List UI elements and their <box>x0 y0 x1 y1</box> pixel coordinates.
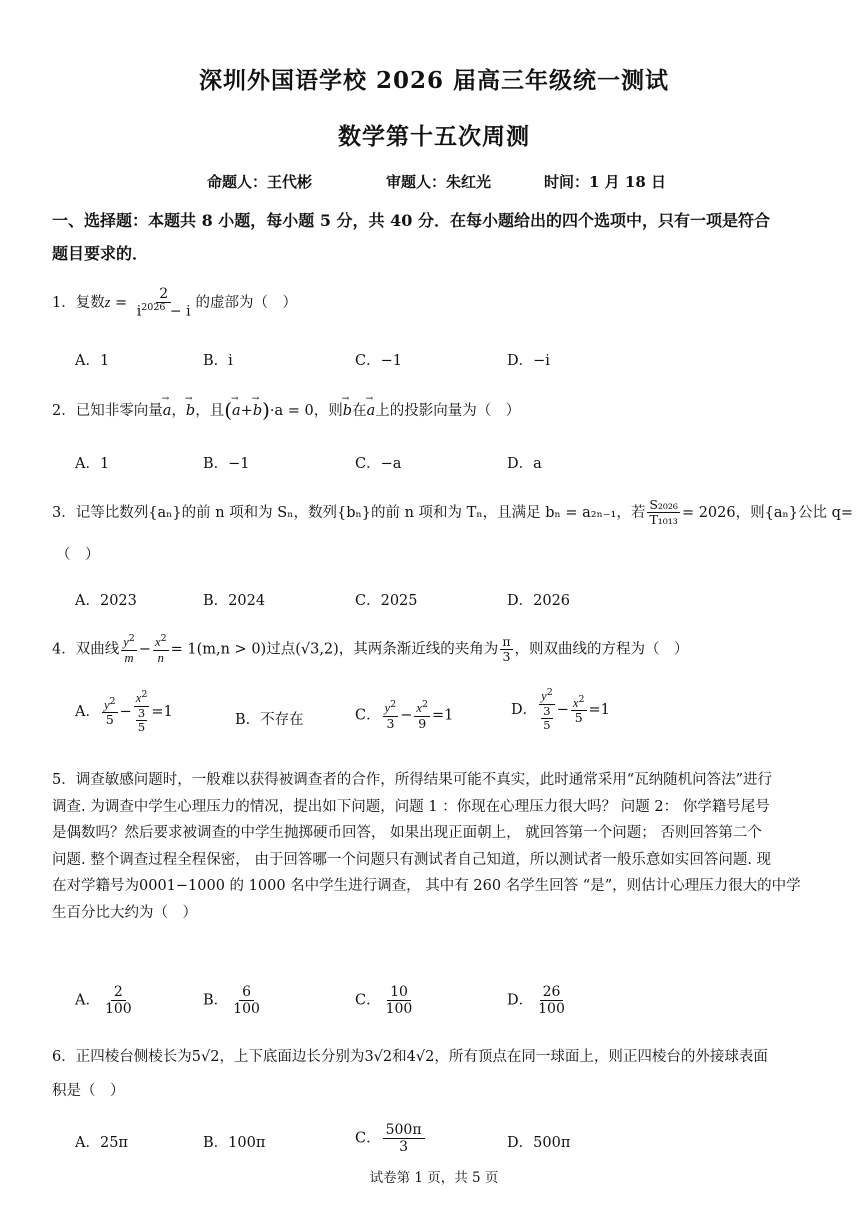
q4-option-c-label: C． <box>355 707 381 724</box>
q3-line2: （ ） <box>56 547 100 563</box>
q4-angle <box>500 635 512 665</box>
q4-option-a: A． $\frac{y^2}{5}$ − $\frac{x^2}{\frac{3}{5}}$ =1 <box>75 689 173 734</box>
author: 命题人：王代彬 <box>207 173 313 191</box>
q5-line-5: 在对学籍号为0001−1000 的 1000 名中学生进行调查， 其中有 260 名学生回答 “是”，则估计心理压力很大的中学 <box>52 878 801 894</box>
q3-option-d: D．2026 <box>507 593 571 609</box>
q2-text-a: 已知非零向量 <box>75 403 163 419</box>
q6-option-d-text: 500π <box>533 1135 571 1151</box>
q6-lateral-edge: 5√2 <box>191 1049 220 1065</box>
q2-text-c: ，则 <box>313 403 343 419</box>
section-heading-line1: 一、选择题：本题共 8 小题，每小题 5 分，共 40 分．在每小题给出的四个选项中，只有一项是符合 <box>52 211 770 230</box>
q2-vec-a: → a <box>163 403 172 419</box>
q2-text-e: 上的投影向量为（ ） <box>375 403 521 419</box>
q1-frac-num: 2 <box>156 286 171 303</box>
q6-c-den: 3 <box>399 1139 409 1156</box>
question-1 <box>52 286 297 320</box>
q2-option-b: B．−1 <box>203 456 250 472</box>
q2-vec-b: → b <box>186 403 195 419</box>
q4-mid: = 1(m,n > 0)过点(√3,2)，其两条渐近线的夹角为 <box>170 641 499 658</box>
q2-text-b: ，且 <box>195 403 225 419</box>
q1-den-base: i <box>136 303 142 320</box>
q2-dot-eq: ·a = 0 <box>269 403 314 419</box>
q5-b-den: 100 <box>233 1001 260 1018</box>
q5-option-a-label: A． <box>75 992 100 1009</box>
section-heading-line2: 题目要求的． <box>52 244 149 263</box>
q1-option-d: D．−i <box>507 353 550 369</box>
q2-vec-a3: → a <box>367 403 376 419</box>
q4-option-c: C． $\frac{y^2}{3}$ − $\frac{x^2}{9}$ =1 <box>355 699 454 731</box>
q5-line-3: 是偶数吗？然后要求被调查的中学生抛掷硬币回答， 如果出现正面朝上， 就回答第一个问题； 否则回答第二个 <box>52 825 762 841</box>
q6-line2: 积是（ ） <box>52 1083 125 1099</box>
q5-line-1: 5．调查敏感问题时，一般难以获得被调查者的合作，所得结果可能不真实，此时通常采用“瓦纳随机问答法”进行 <box>52 772 773 788</box>
q5-option-b <box>203 984 265 1017</box>
q2-comma: ， <box>171 403 186 419</box>
q1-number: 1． <box>52 294 76 311</box>
q5-b-num: 6 <box>239 984 254 1001</box>
question-5 <box>52 767 818 926</box>
q1-den-exp: 2026 <box>141 302 166 314</box>
reviewer: 审题人：朱红光 <box>386 173 492 191</box>
q4-option-d-label: D． <box>511 701 538 718</box>
question-6 <box>52 1045 768 1066</box>
exam-subtitle: 数学第十五次周测 <box>338 123 530 150</box>
q6-option-b-text: 100π <box>228 1135 266 1151</box>
q5-option-b-label: B． <box>203 992 229 1009</box>
q1-fraction <box>134 286 194 320</box>
q6-c-num: 500π <box>383 1122 425 1139</box>
q5-a-den: 100 <box>104 1001 132 1018</box>
q1-pre: 复数 <box>75 294 105 311</box>
q5-option-d <box>507 984 570 1017</box>
q1-option-a: A．1 <box>75 353 110 369</box>
q6-option-b <box>203 1131 265 1152</box>
q2-number: 2． <box>52 403 76 419</box>
q3-frac-num: S₂₀₂₆ <box>649 497 678 512</box>
q5-option-d-label: D． <box>507 992 534 1009</box>
q6-line1-b: ，上下底面边长分别为 <box>219 1049 365 1065</box>
q2-vec-b3: → b <box>343 403 352 419</box>
q5-line-4: 问题. 整个调查过程全程保密， 由于回答哪一个问题只有测试者自己知道，所以测试者一般乐意如实回答问题. 现 <box>52 851 772 868</box>
q4-option-b: B．不存在 <box>235 712 304 728</box>
q5-line-2: 调查. 为调查中学生心理压力的情况，提出如下问题，问题 1 ：你现在心理压力很大吗？ 问题 2： 你学籍号尾号 <box>52 798 770 815</box>
q4-pre: 双曲线 <box>75 641 120 658</box>
q4-frac-x: $\frac{x^2}{n}$ <box>155 633 167 665</box>
q5-c-num: 10 <box>387 984 411 1001</box>
q1-option-c: C．−1 <box>355 353 402 369</box>
q3-frac-den: T₁₀₁₃ <box>649 512 678 528</box>
exam-title: 深圳外国语学校 2026 届高三年级统一测试 <box>198 67 670 94</box>
q2-vec-a2: → a <box>232 403 241 419</box>
q2-option-c: C．−a <box>355 456 402 472</box>
q5-d-num: 26 <box>540 984 564 1001</box>
q4-frac-y: $\frac{y^2}{m}$ <box>123 633 135 665</box>
q1-frac-den <box>134 303 194 320</box>
q4-angle-num: π <box>502 633 511 649</box>
question-3 <box>52 498 853 528</box>
q4-post: ，则双曲线的方程为（ ） <box>514 641 689 658</box>
q6-line1-c: ，所有顶点在同一球面上，则正四棱台的外接球表面 <box>434 1049 768 1065</box>
q6-bottom-edge: 4√2 <box>406 1049 435 1065</box>
q5-option-a <box>75 984 137 1017</box>
q5-c-den: 100 <box>385 1001 413 1018</box>
q3-fraction <box>647 498 680 528</box>
q6-option-b-label: B． <box>203 1135 229 1151</box>
q2-vec-b2: → b <box>253 403 262 419</box>
q3-option-c: C．2025 <box>355 593 418 609</box>
q2-option-d: D．a <box>507 456 542 472</box>
q2-text-d: 在 <box>352 403 367 419</box>
q5-option-c <box>355 984 417 1017</box>
q4-number: 4． <box>52 641 76 658</box>
q5-option-c-label: C． <box>355 992 381 1009</box>
q5-d-den: 100 <box>538 1001 565 1018</box>
q6-option-d <box>507 1131 570 1152</box>
q1-option-b: B．i <box>203 353 233 369</box>
q6-option-a-label: A． <box>75 1135 100 1151</box>
q6-and: 和 <box>392 1049 407 1065</box>
question-4: 4．双曲线 $\frac{y^2}{m}$ − $\frac{x^2}{n}$ = 1(m,n > 0)过点(√3,2)，其两条渐近线的夹角为 $\frac{\pi}{3}$ ，则双曲线的方程为（ ） <box>52 633 689 665</box>
exam-date: 时间：1 月 18 日 <box>544 173 666 191</box>
q1-post: 的虚部为（ ） <box>195 294 298 311</box>
q2-option-a: A．1 <box>75 456 110 472</box>
q4-option-d: D． $\frac{y^2}{\frac{3}{5}}$ − $\frac{x^2}{5}$ =1 <box>511 687 610 732</box>
q3-line1: 记等比数列{aₙ}的前 n 项和为 Sₙ，数列{bₙ}的前 n 项和为 Tₙ，且满足 bₙ = a₂ₙ₋₁，若 <box>75 504 646 521</box>
q6-option-c-label: C． <box>355 1130 381 1147</box>
q3-line1-tail: = 2026，则{aₙ}公比 q= <box>681 504 854 521</box>
q6-option-a <box>75 1131 128 1152</box>
page-footer: 试卷第 1 页，共 5 页 <box>369 1170 499 1186</box>
q1-eq: = <box>110 294 132 311</box>
q5-line-6: 生百分比大约为（ ） <box>52 904 197 921</box>
q6-option-a-text: 25π <box>99 1135 128 1151</box>
question-2: 2．已知非零向量→ a，→ b，且(→ a+→ b)·a = 0，则→ b在→ a上的投影向量为（ ） <box>52 398 520 422</box>
q6-option-d-label: D． <box>507 1135 534 1151</box>
q6-top-edge: 3√2 <box>364 1049 393 1065</box>
q6-line1-a: 6．正四棱台侧棱长为 <box>52 1049 192 1065</box>
q3-option-b: B．2024 <box>203 593 266 609</box>
q1-var: z <box>104 294 111 311</box>
q3-option-a: A．2023 <box>75 593 137 609</box>
q5-a-num: 2 <box>111 984 126 1001</box>
q4-angle-den: 3 <box>502 648 511 664</box>
q4-option-a-label: A． <box>75 703 100 720</box>
q6-option-c <box>355 1122 427 1155</box>
q3-number: 3． <box>52 504 76 521</box>
q1-den-tail: − i <box>165 303 191 320</box>
